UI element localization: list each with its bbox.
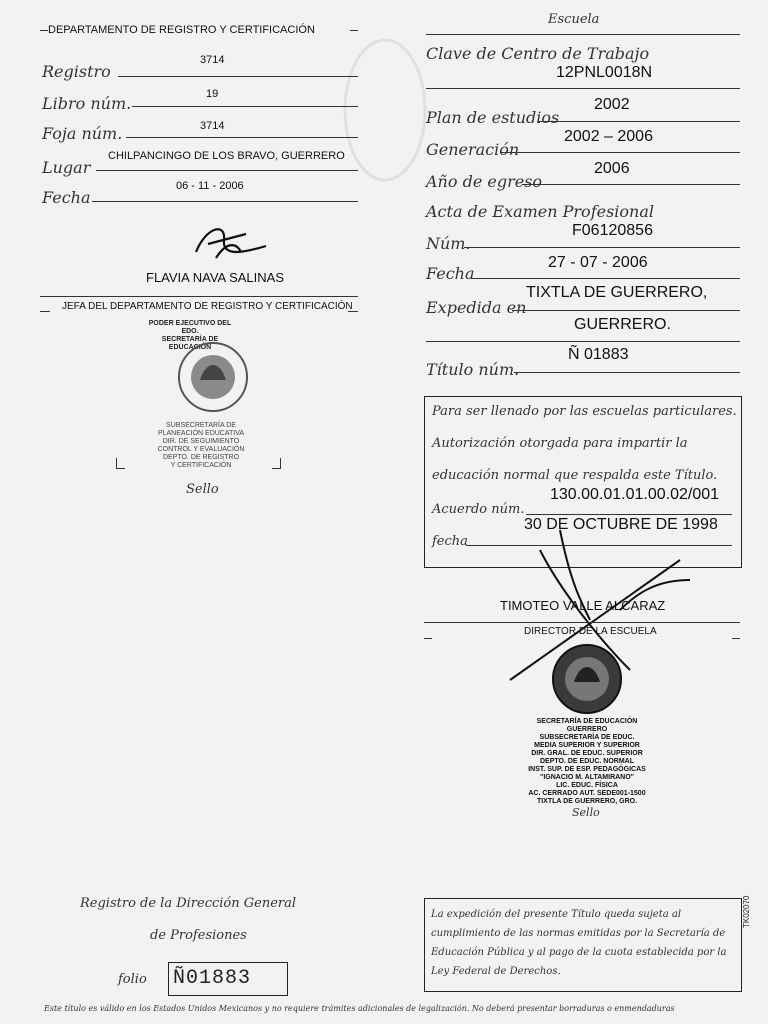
right-sello-label: Sello	[572, 806, 600, 819]
titulo-label: Título núm.	[426, 360, 520, 379]
left-signer-name: FLAVIA NAVA SALINAS	[146, 270, 285, 285]
folio-value: Ñ01883	[173, 967, 252, 990]
egreso-value: 2006	[594, 160, 630, 177]
side-code: TK02070	[742, 895, 751, 928]
box-fecha-value: 30 DE OCTUBRE DE 1998	[524, 516, 718, 533]
footer-text: Este título es válido en los Estados Unidos Mexicanos y no requiere trámites adicionales de legalización. No deberá presentar borraduras o enmendaduras	[44, 1004, 675, 1013]
generacion-label: Generación	[426, 140, 520, 159]
left-seal-text: SUBSECRETARÍA DE PLANEACIÓN EDUCATIVA DIR. DE SEGUIMIENTO CONTROL Y EVALUACIÓN DEPTO. DE REGISTRO Y CERTIFICACIÓN	[157, 422, 245, 469]
right-fecha-value: 27 - 07 - 2006	[548, 254, 648, 271]
private-box-line3: educación normal que respalda este Título.	[432, 468, 718, 483]
plan-value: 2002	[594, 96, 630, 113]
generacion-value: 2002 – 2006	[564, 128, 653, 145]
notice-text: La expedición del presente Título queda sujeta al cumplimiento de las normas emitidas por la Secretaría de Educación Pública y al pago de la cuota establecida por la Ley Federal de Derechos.	[431, 909, 727, 977]
num-label: Núm.	[426, 234, 471, 253]
private-box-line1: Para ser llenado por las escuelas particulares.	[432, 404, 737, 419]
expedida-label: Expedida en	[426, 298, 527, 317]
expedida-value-2: GUERRERO.	[574, 316, 671, 333]
expedida-value-1: TIXTLA DE GUERRERO,	[526, 284, 708, 301]
clave-value: 12PNL0018N	[556, 64, 653, 81]
left-signer-title: JEFA DEL DEPARTAMENTO DE REGISTRO Y CERTIFICACIÓN	[62, 301, 353, 312]
lugar-label: Lugar	[42, 158, 91, 177]
fecha-value: 06 - 11 - 2006	[176, 180, 244, 192]
director-stamp-text: SECRETARÍA DE EDUCACIÓN GUERRERO SUBSECRETARÍA DE EDUC. MEDIA SUPERIOR Y SUPERIOR DIR. GRAL. DE EDUC. SUPERIOR DEPTO. DE EDUC. NORMAL INST. SUP. DE ESP. PEDAGÓGICAS "IGNACIO M. ALTAMIRANO" LIC. EDUC. FÍSICA AC. CERRADO AUT. SEDE001-1500 TIXTLA DE GUERRERO, GRO.	[528, 718, 646, 805]
registro-label: Registro	[42, 62, 111, 81]
registro-value: 3714	[200, 54, 225, 66]
watermark-eagle-icon	[330, 20, 430, 200]
lugar-value: CHILPANCINGO DE LOS BRAVO, GUERRERO	[108, 150, 345, 162]
notice-box	[424, 898, 742, 992]
left-sello-label: Sello	[186, 482, 219, 497]
left-seal-header: PODER EJECUTIVO DEL EDO. SECRETARÍA DE EDUCACIÓN	[148, 320, 232, 351]
foja-value: 3714	[200, 120, 225, 132]
department-header: DEPARTAMENTO DE REGISTRO Y CERTIFICACIÓN	[48, 24, 315, 36]
acuerdo-value: 130.00.01.01.00.02/001	[550, 486, 720, 503]
private-box-line2: Autorización otorgada para impartir la	[432, 436, 688, 451]
libro-value: 19	[206, 88, 219, 100]
foja-label: Foja núm.	[42, 124, 123, 143]
folio-box	[168, 962, 288, 996]
right-fecha-label: Fecha	[426, 264, 475, 283]
right-seal-emblem-icon	[550, 642, 624, 716]
escuela-label: Escuela	[548, 12, 600, 27]
registro-dgp-line2: de Profesiones	[150, 928, 247, 943]
signature-flavia	[186, 222, 272, 264]
libro-label: Libro núm.	[42, 94, 132, 113]
left-seal-emblem-icon	[176, 340, 250, 414]
fecha-label: Fecha	[42, 188, 91, 207]
registro-dgp-line1: Registro de la Dirección General	[80, 896, 297, 911]
plan-label: Plan de estudios	[426, 108, 560, 127]
director-name: TIMOTEO VALLE ALCARAZ	[500, 598, 666, 613]
titulo-value: Ñ 01883	[568, 346, 629, 363]
acta-label: Acta de Examen Profesional	[426, 202, 654, 221]
folio-label: folio	[118, 972, 147, 987]
num-value: F06120856	[572, 222, 653, 239]
box-fecha-label: fecha	[432, 534, 468, 549]
egreso-label: Año de egreso	[426, 172, 543, 191]
director-title: DIRECTOR DE LA ESCUELA	[524, 626, 657, 637]
clave-label: Clave de Centro de Trabajo	[426, 44, 650, 63]
acuerdo-label: Acuerdo núm.	[432, 502, 525, 517]
